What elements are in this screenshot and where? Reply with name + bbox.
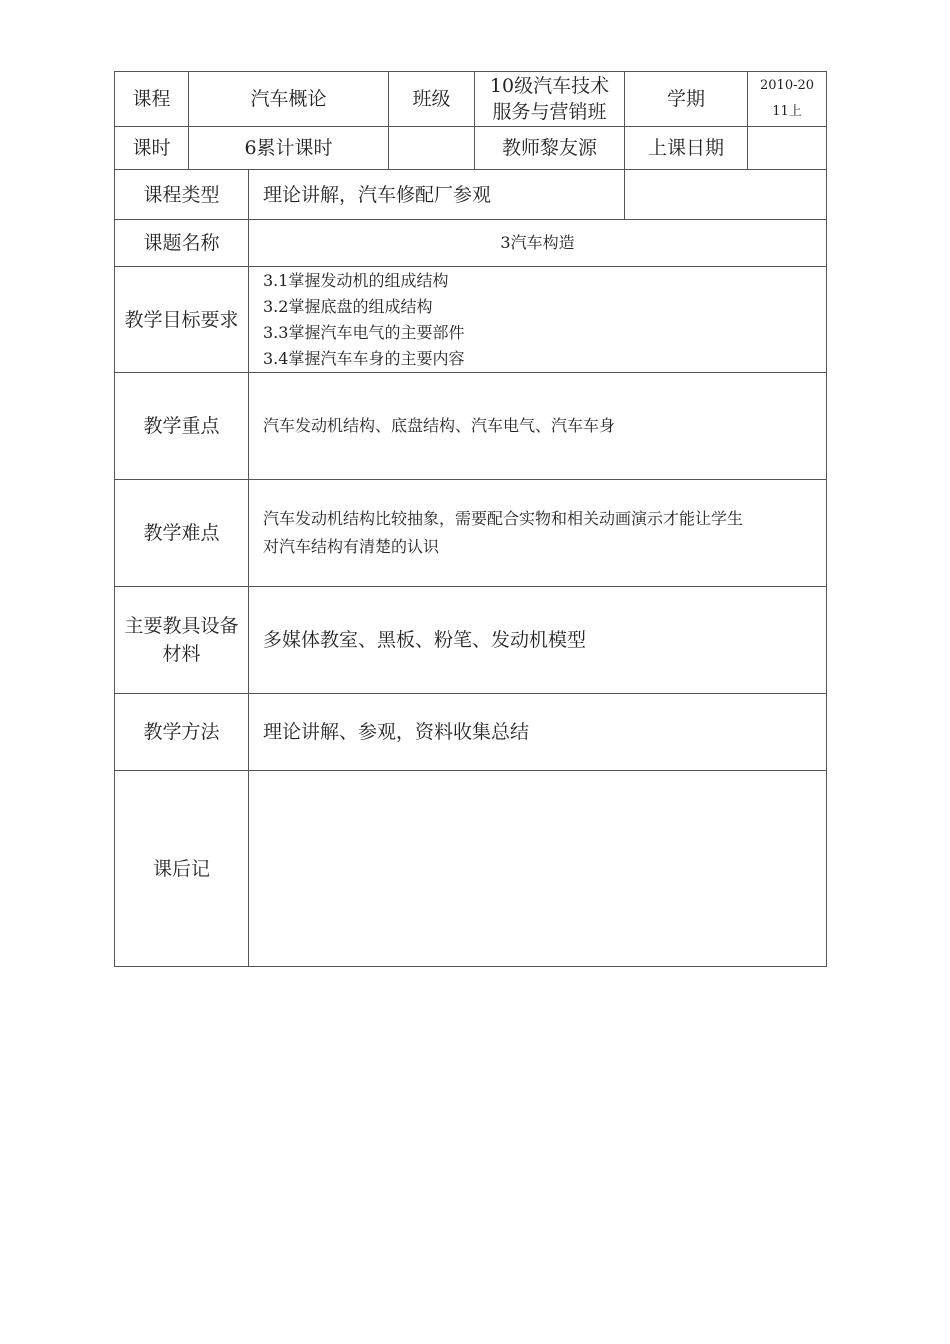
course-label: 课程 [115,72,189,127]
header-row-2 [115,127,827,170]
methods-row [115,694,827,771]
goals-row [115,267,827,373]
term-value-line1: 2010-20 [760,78,815,93]
goal-item: 3.2掌握底盘的组成结构 [263,296,433,316]
topic-value: 3汽车构造 [249,220,827,267]
class-value-line2: 服务与营销班 [492,101,607,123]
methods-label: 教学方法 [115,694,249,771]
key-points-value: 汽车发动机结构、底盘结构、汽车电气、汽车车身 [249,373,827,480]
date-label: 上课日期 [625,127,748,170]
goal-item: 3.1掌握发动机的组成结构 [263,270,449,290]
term-label: 学期 [625,72,748,127]
term-value [748,72,827,127]
topic-row [115,220,827,267]
course-type-label: 课程类型 [115,170,249,220]
header-row-1 [115,72,827,127]
difficulties-row [115,480,827,587]
difficulties-line2: 对汽车结构有清楚的认识 [263,537,440,556]
class-value-line1: 10级汽车技术 [489,75,610,97]
equipment-label [115,587,249,694]
notes-label: 课后记 [115,771,249,967]
equipment-label-line2: 材料 [162,643,201,665]
difficulties-label: 教学难点 [115,480,249,587]
class-value [475,72,625,127]
goals-label: 教学目标要求 [115,267,249,373]
goal-item: 3.3掌握汽车电气的主要部件 [263,322,465,342]
notes-row [115,771,827,967]
hours-value: 6累计课时 [189,127,389,170]
goal-item: 3.4掌握汽车车身的主要内容 [263,348,465,368]
class-label: 班级 [389,72,475,127]
lesson-plan-table [114,71,827,967]
date-value [748,127,827,170]
key-points-label: 教学重点 [115,373,249,480]
course-type-extra [625,170,827,220]
empty-cell [389,127,475,170]
hours-label: 课时 [115,127,189,170]
course-type-value: 理论讲解，汽车修配厂参观 [249,170,625,220]
course-type-row [115,170,827,220]
equipment-row [115,587,827,694]
topic-label: 课题名称 [115,220,249,267]
key-points-row [115,373,827,480]
equipment-label-line1: 主要教具设备 [124,615,239,637]
goals-list [249,267,827,373]
course-value: 汽车概论 [189,72,389,127]
equipment-value: 多媒体教室、黑板、粉笔、发动机模型 [249,587,827,694]
difficulties-line1: 汽车发动机结构比较抽象，需要配合实物和相关动画演示才能让学生 [263,509,744,528]
teacher: 教师黎友源 [475,127,625,170]
difficulties-value [249,480,827,587]
notes-value [249,771,827,967]
term-value-line2: 11上 [772,104,802,119]
methods-value: 理论讲解、参观，资料收集总结 [249,694,827,771]
